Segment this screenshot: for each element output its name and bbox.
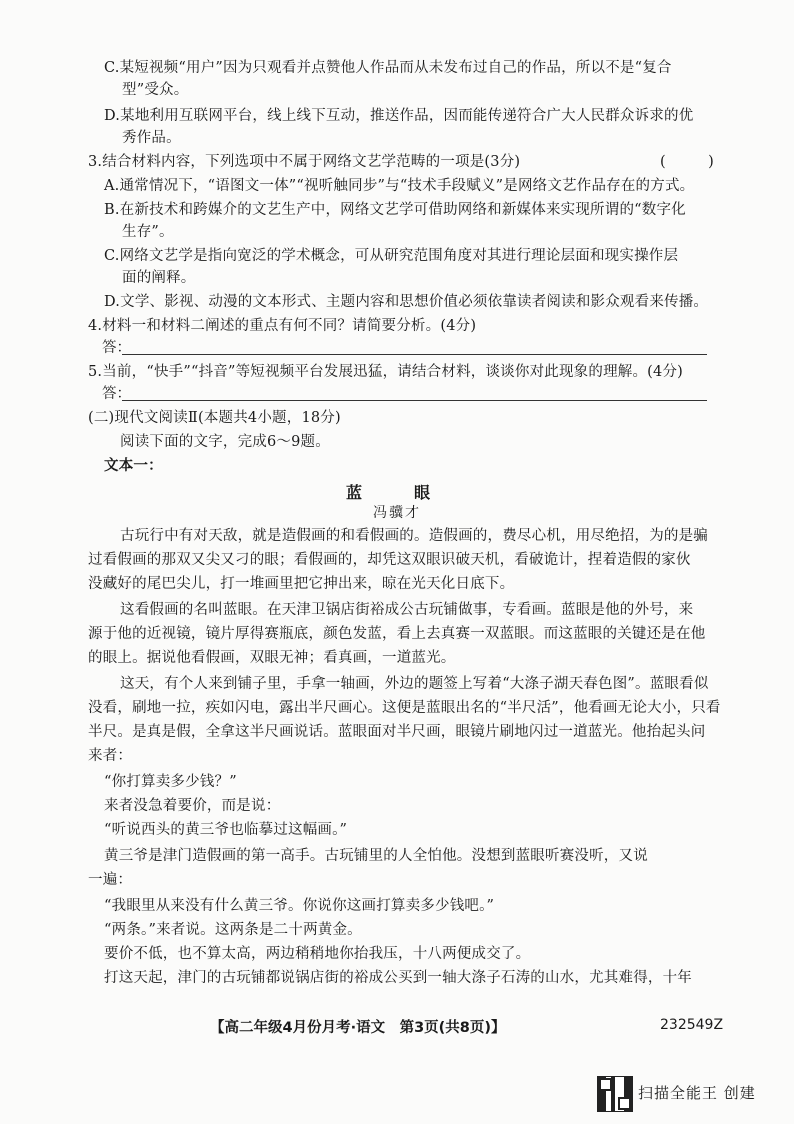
paragraph-line: 来者没急着要价，而是说： [104,798,281,814]
story-author: 冯骥才 [373,505,421,521]
paragraph-line: 半尺。是真是假，全拿这半尺画说话。蓝眼面对半尺画，眼镜片刷地闪过一道蓝光。他抬起头问 [88,724,706,740]
q3-option-b-line2: 生存”。 [122,224,174,240]
option-c-line2: 型”受众。 [122,82,189,98]
paragraph-line: 过看假画的那双又尖又刁的眼；看假画的，却凭这双眼识破天机，看破诡计，捏着造假的家伙 [88,552,691,568]
paragraph-line: 源于他的近视镜，镜片厚得赛瓶底，颜色发蓝，看上去真赛一双蓝眼。而这蓝眼的关键还是在他 [88,626,706,642]
q3-option-c-line1: C.网络文艺学是指向宽泛的学术概念，可从研究范围角度对其进行理论层面和现实操作层 [104,248,679,264]
q3-option-d: D.文学、影视、动漫的文本形式、主题内容和思想价值必须依靠读者阅读和影众观看来传播。 [104,294,709,310]
paper-code: 232549Z [660,1017,724,1033]
q3-option-b-line1: B.在新技术和跨媒介的文艺生产中，网络文艺学可借助网络和新媒体来实现所谓的“数字化 [104,202,686,218]
answer-label-5: 答： [102,386,131,402]
question-3: 3.结合材料内容，下列选项中不属于网络文艺学范畴的一项是(3分) [88,154,521,170]
option-c-line1: C.某短视频“用户”因为只观看并点赞他人作品而从未发布过自己的作品，所以不是“复合 [104,60,672,76]
dialogue-line: “听说西头的黄三爷也临摹过这幅画。” [104,822,348,838]
dialogue-line: “两条。”来者说。这两条是二十两黄金。 [104,922,362,938]
option-d-line1: D.某地利用互联网平台，线上线下互动，推送作品，因而能传递符合广大人民群众诉求的优 [104,108,694,124]
answer-line-5[interactable] [122,400,707,401]
paragraph-line: 一遍： [88,872,133,888]
paragraph-line: 打这天起，津门的古玩铺都说锅店街的裕成公买到一轴大涤子石涛的山水，尤其难得，十年 [104,970,692,986]
dialogue-line: “我眼里从来没有什么黄三爷。你说你这画打算卖多少钱吧。” [104,898,495,914]
paragraph-line: 没看，刷地一拉，疾如闪电，露出半尺画心。这便是蓝眼出名的“半尺活”，他看画无论大小，只看 [88,700,721,716]
answer-bracket: ( ) [660,154,728,170]
paragraph-line: 来者： [88,748,133,764]
answer-line-4[interactable] [122,354,707,355]
paragraph-line: 这看假画的名叫蓝眼。在天津卫锅店街裕成公古玩铺做事，专看画。蓝眼是他的外号，来 [120,602,694,618]
qr-code-icon [597,1076,633,1112]
dialogue-line: “你打算卖多少钱？” [104,774,237,790]
page-footer: 【高二年级4月份月考·语文 第3页(共8页)】 [210,1020,506,1036]
scanner-watermark: 扫描全能王 创建 [638,1084,756,1102]
paragraph-line: 的眼上。据说他看假画，双眼无神；看真画，一道蓝光。 [88,650,456,666]
option-d-line2: 秀作品。 [122,130,181,146]
q3-option-a: A.通常情况下，“语图文一体”“视听触同步”与“技术手段赋义”是网络文艺作品存在的方式。 [104,178,695,194]
section-heading: (二)现代文阅读Ⅱ(本题共4小题，18分) [88,410,341,426]
question-4: 4.材料一和材料二阐述的重点有何不同？请简要分析。(4分) [88,318,477,334]
paragraph-line: 要价不低，也不算太高，两边稍稍地你抬我压，十八两便成交了。 [104,946,531,962]
paragraph-line: 没藏好的尾巴尖儿，打一堆画里把它抻出来，晾在光天化日底下。 [88,576,515,592]
q3-option-c-line2: 面的阐释。 [122,270,196,286]
story-title: 蓝 眼 [345,483,448,502]
question-5: 5.当前，“快手”“抖音”等短视频平台发展迅猛，请结合材料，谈谈你对此现象的理解。(4分) [88,364,684,380]
paragraph-line: 这天，有个人来到铺子里，手拿一轴画，外边的题签上写着“大涤子湖天春色图”。蓝眼看似 [120,676,709,692]
paragraph-line: 古玩行中有对天敌，就是造假画的和看假画的。造假画的，费尽心机，用尽绝招，为的是骗 [120,528,708,544]
instruction: 阅读下面的文字，完成6～9题。 [120,434,330,450]
paragraph-line: 黄三爷是津门造假画的第一高手。古玩铺里的人全怕他。没想到蓝眼听赛没听，又说 [104,848,648,864]
answer-label-4: 答： [102,340,131,356]
text-one-label: 文本一： [104,457,163,474]
